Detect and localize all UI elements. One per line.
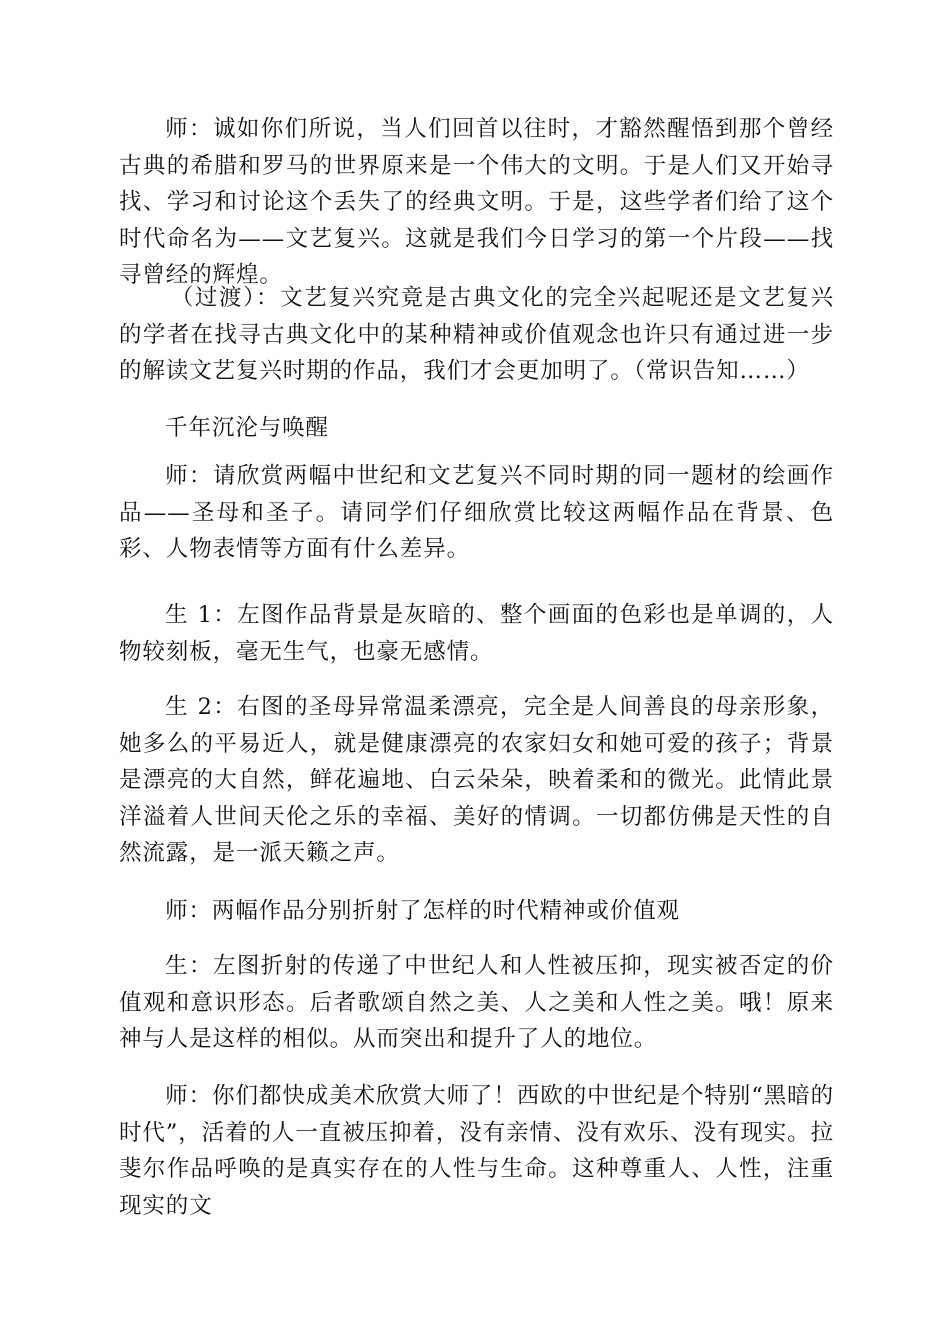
paragraph-student-answer: 生：左图折射的传递了中世纪人和人性被压抑，现实被否定的价值观和意识形态。后者歌颂自然之美、人之美和人性之美。哦！原来神与人是这样的相似。从而突出和提升了人的地位。 [119,953,834,1052]
paragraph-transition: （过渡）：文艺复兴究竟是古典文化的完全兴起呢还是文艺复兴的学者在找寻古典文化中的某种精神或价值观念也许只有通过进一步的解读文艺复兴时期的作品，我们才会更加明了。（常识告知……） [119,285,834,384]
paragraph-student-2: 生 2：右图的圣母异常温柔漂亮，完全是人间善良的母亲形象，她多么的平易近人，就是健康漂亮的农家妇女和她可爱的孩子；背景是漂亮的大自然，鲜花遍地、白云朵朵，映着柔和的微光。此情此景洋溢着人世间天伦之乐的幸福、美好的情调。一切都仿佛是天性的自然流露，是一派天籁之声。 [119,694,834,866]
paragraph-teacher-question: 师：两幅作品分别折射了怎样的时代精神或价值观 [165,898,680,924]
section-heading: 千年沉沦与唤醒 [165,415,329,441]
paragraph-teacher-paintings: 师：请欣赏两幅中世纪和文艺复兴不同时期的同一题材的绘画作品——圣母和圣子。请同学们仔细欣赏比较这两幅作品在背景、色彩、人物表情等方面有什么差异。 [119,463,834,562]
paragraph-teacher-summary: 师：你们都快成美术欣赏大师了！西欧的中世纪是个特别“黑暗的时代”，活着的人一直被压抑着，没有亲情、没有欢乐、没有现实。拉斐尔作品呼唤的是真实存在的人性与生命。这种尊重人、人性，注重现实的文 [119,1083,834,1219]
paragraph-teacher-renaissance-intro: 师：诚如你们所说，当人们回首以往时，才豁然醒悟到那个曾经古典的希腊和罗马的世界原来是一个伟大的文明。于是人们又开始寻找、学习和讨论这个丢失了的经典文明。于是，这些学者们给了这个时代命名为——文艺复兴。这就是我们今日学习的第一个片段——找寻曾经的辉煌。 [119,116,834,288]
paragraph-student-1: 生 1：左图作品背景是灰暗的、整个画面的色彩也是单调的，人物较刻板，毫无生气，也豪无感情。 [119,602,834,665]
